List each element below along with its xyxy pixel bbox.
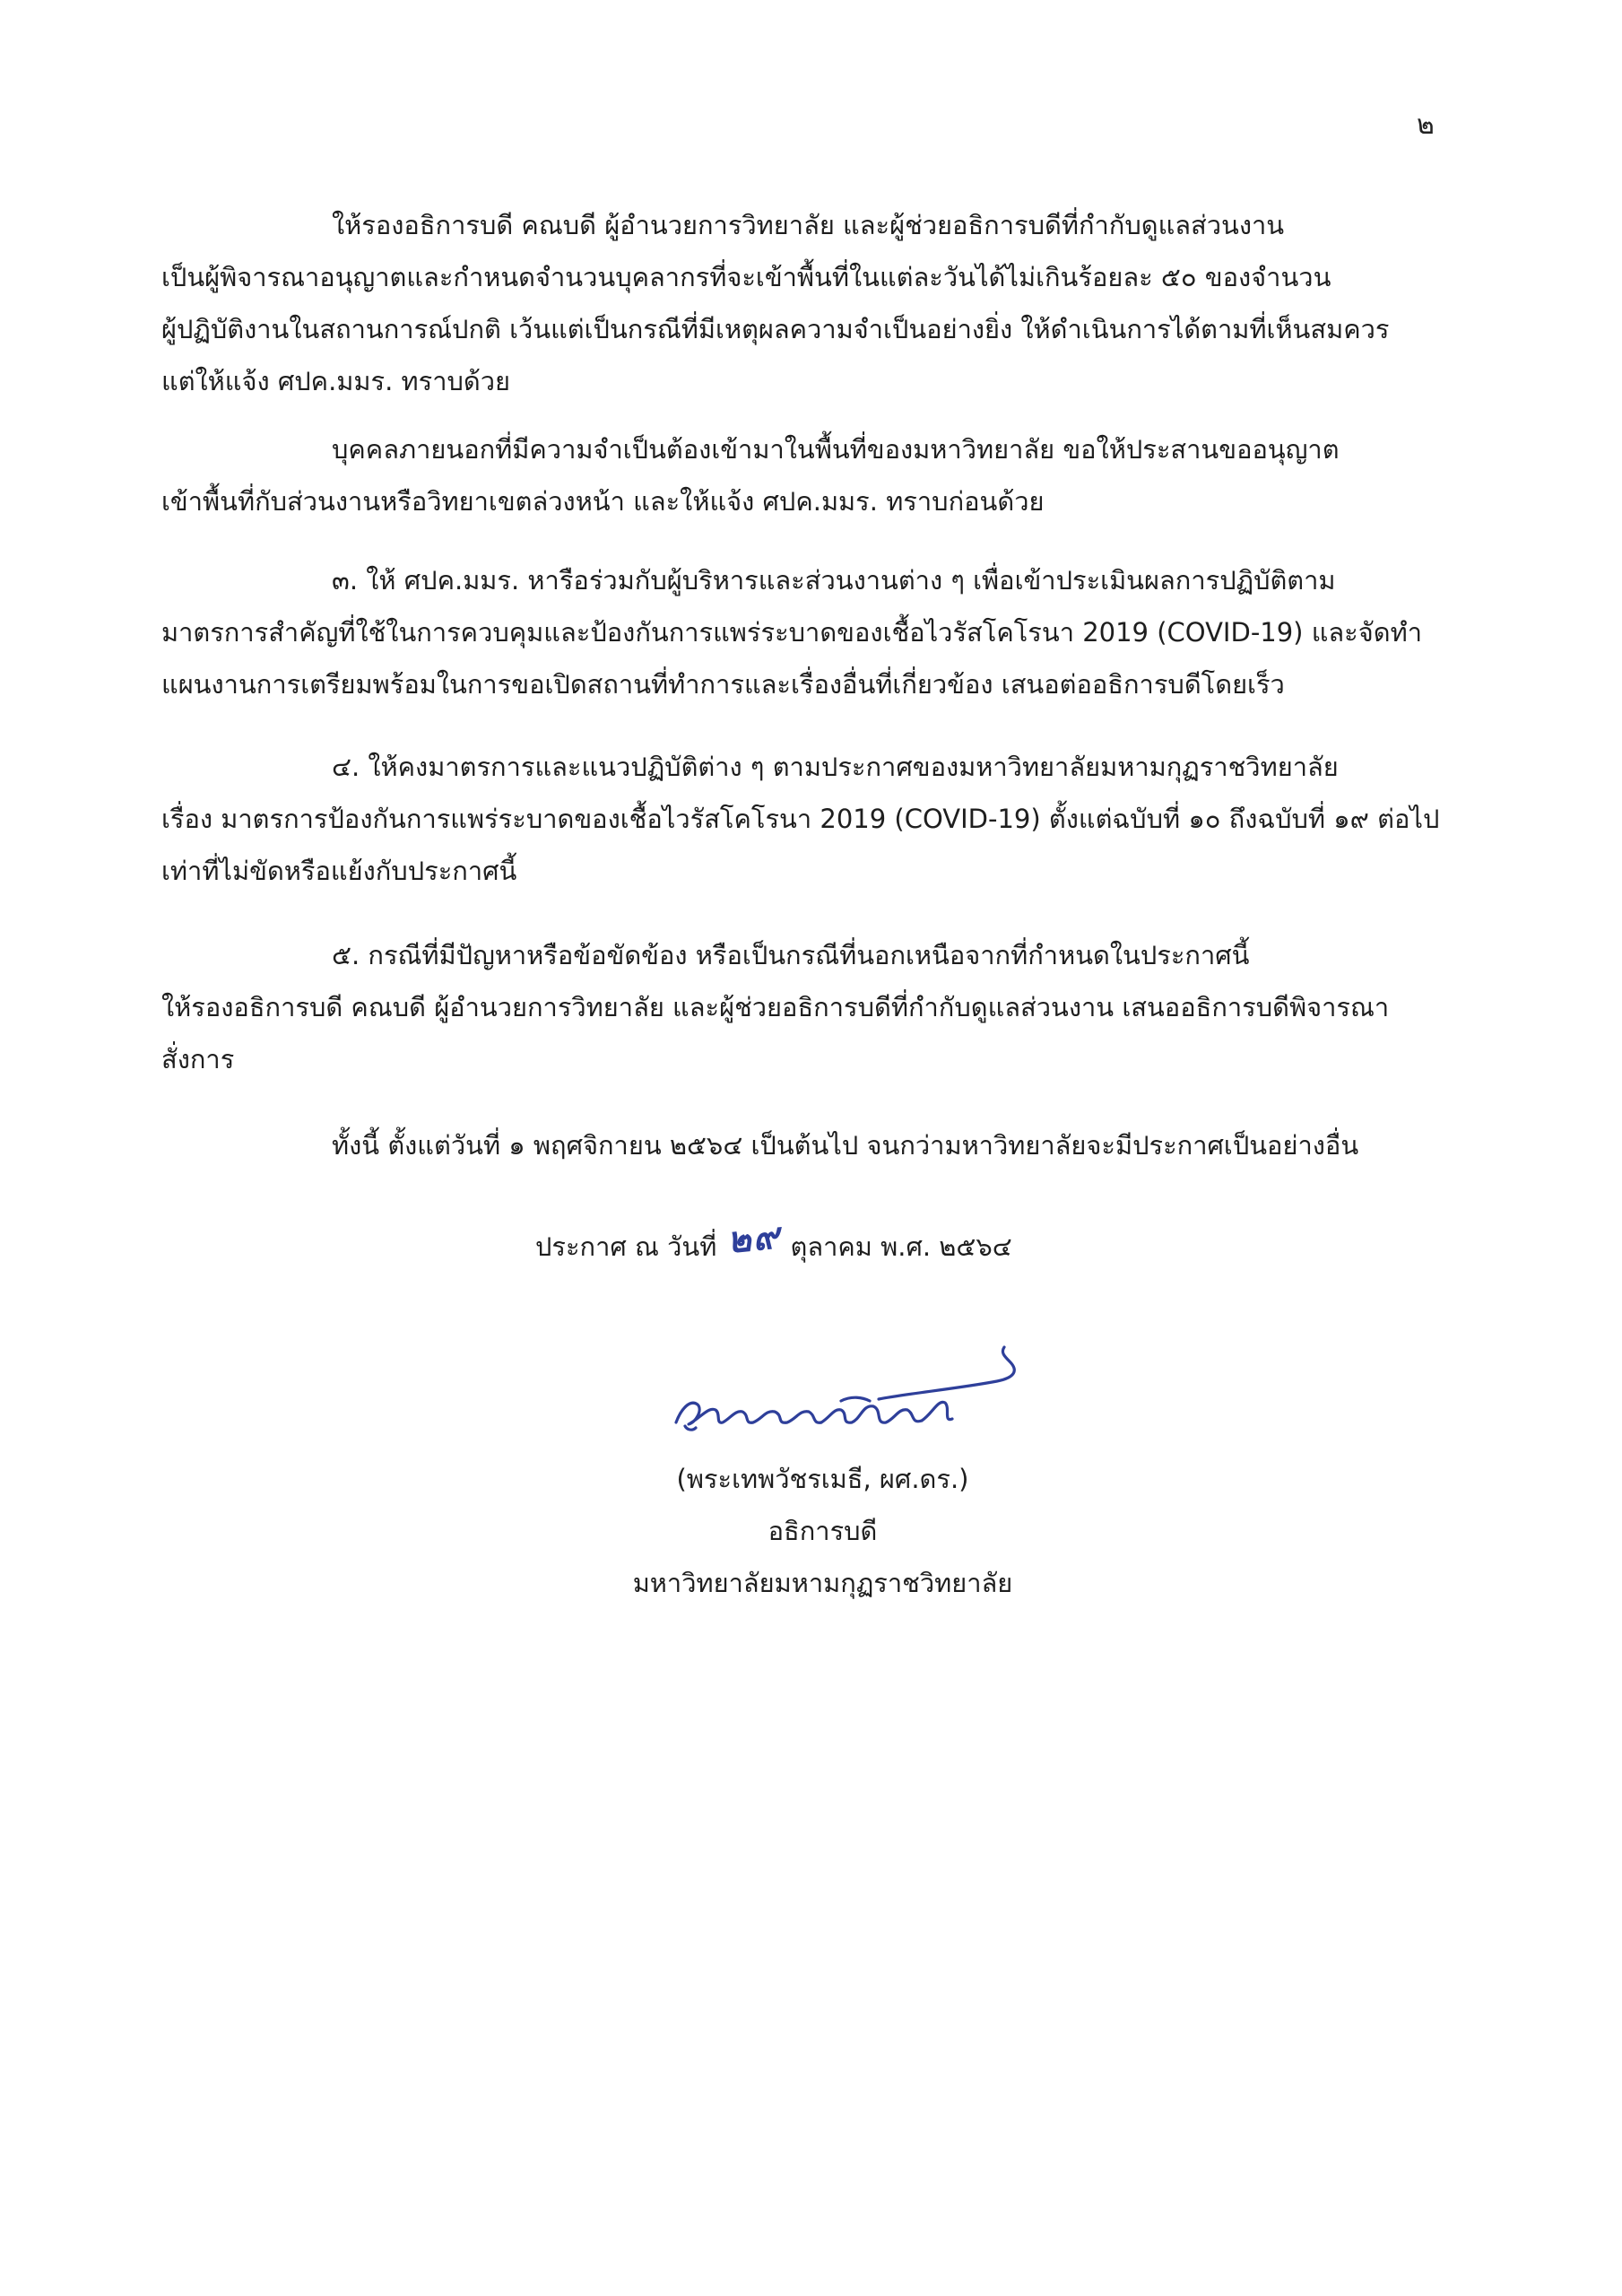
paragraph-line: บุคคลภายนอกที่มีความจำเป็นต้องเข้ามาในพื้นที่ของมหาวิทยาลัย ขอให้ประสานขออนุญาต: [332, 434, 1340, 465]
paragraph-line: เรื่อง มาตรการป้องกันการแพร่ระบาดของเชื้อไวรัสโคโรนา 2019 (COVID-19) ตั้งแต่ฉบับที่ ๑๐ ถึงฉบับที่ ๑๙ ต่อไป: [161, 804, 1440, 834]
paragraph-line: สั่งการ: [161, 1044, 235, 1074]
page-number: ๒: [1417, 109, 1435, 141]
paragraph-2: [161, 423, 1476, 527]
signer-block: [0, 1453, 1622, 1609]
date-prefix: ประกาศ ณ วันที่: [535, 1231, 717, 1262]
paragraph-line: เป็นผู้พิจารณาอนุญาตและกำหนดจำนวนบุคลากรที่จะเข้าพื้นที่ในแต่ละวันได้ไม่เกินร้อยละ ๕๐ ของจำนวน: [161, 262, 1331, 292]
paragraph-5: [161, 929, 1476, 1085]
paragraph-line: ๔. ให้คงมาตรการและแนวปฏิบัติต่าง ๆ ตามประกาศของมหาวิทยาลัยมหามกุฏราชวิทยาลัย: [332, 752, 1339, 782]
handwritten-day: ๒๙: [724, 1214, 783, 1262]
paragraph-line: ๕. กรณีที่มีปัญหาหรือข้อขัดข้อง หรือเป็นกรณีที่นอกเหนือจากที่กำหนดในประกาศนี้: [332, 940, 1250, 970]
paragraph-line: แต่ให้แจ้ง ศปค.มมร. ทราบด้วย: [161, 366, 511, 396]
paragraph-6: [161, 1119, 1476, 1171]
signer-position: อธิการบดี: [768, 1516, 878, 1546]
paragraph-line: มาตรการสำคัญที่ใช้ในการควบคุมและป้องกันการแพร่ระบาดของเชื้อไวรัสโคโรนา 2019 (COVID-19) และจัดทำ: [161, 617, 1422, 648]
paragraph-line: ผู้ปฏิบัติงานในสถานการณ์ปกติ เว้นแต่เป็นกรณีที่มีเหตุผลความจำเป็นอย่างยิ่ง ให้ดำเนินการได้ตามที่เห็นสมควร: [161, 314, 1390, 344]
paragraph-line: ทั้งนี้ ตั้งแต่วันที่ ๑ พฤศจิกายน ๒๕๖๔ เป็นต้นไป จนกว่ามหาวิทยาลัยจะมีประกาศเป็นอย่างอื่น: [332, 1130, 1359, 1161]
date-month-year: ตุลาคม พ.ศ. ๒๕๖๔: [790, 1231, 1012, 1262]
paragraph-line: ให้รองอธิการบดี คณบดี ผู้อำนวยการวิทยาลัย และผู้ช่วยอธิการบดีที่กำกับดูแลส่วนงาน เสนออธิการบดีพิจารณา: [161, 992, 1390, 1022]
paragraph-line: แผนงานการเตรียมพร้อมในการขอเปิดสถานที่ทำการและเรื่องอื่นที่เกี่ยวข้อง เสนอต่ออธิการบดีโดยเร็ว: [161, 669, 1285, 700]
paragraph-line: เข้าพื้นที่กับส่วนงานหรือวิทยาเขตล่วงหน้า และให้แจ้ง ศปค.มมร. ทราบก่อนด้วย: [161, 486, 1045, 517]
signer-name: (พระเทพวัชรเมธี, ผศ.ดร.): [676, 1464, 969, 1494]
paragraph-3: [161, 554, 1476, 710]
announcement-date: [535, 1214, 1012, 1273]
signer-organization: มหาวิทยาลัยมหามกุฏราชวิทยาลัย: [632, 1568, 1013, 1598]
paragraph-line: เท่าที่ไม่ขัดหรือแย้งกับประกาศนี้: [161, 856, 517, 886]
paragraph-line: ๓. ให้ ศปค.มมร. หารือร่วมกับผู้บริหารและส่วนงานต่าง ๆ เพื่อเข้าประเมินผลการปฏิบัติตาม: [332, 565, 1336, 596]
signature-image: [664, 1336, 1022, 1453]
paragraph-line: ให้รองอธิการบดี คณบดี ผู้อำนวยการวิทยาลัย และผู้ช่วยอธิการบดีที่กำกับดูแลส่วนงาน: [332, 210, 1285, 240]
paragraph-1: [161, 199, 1476, 407]
paragraph-4: [161, 741, 1476, 897]
